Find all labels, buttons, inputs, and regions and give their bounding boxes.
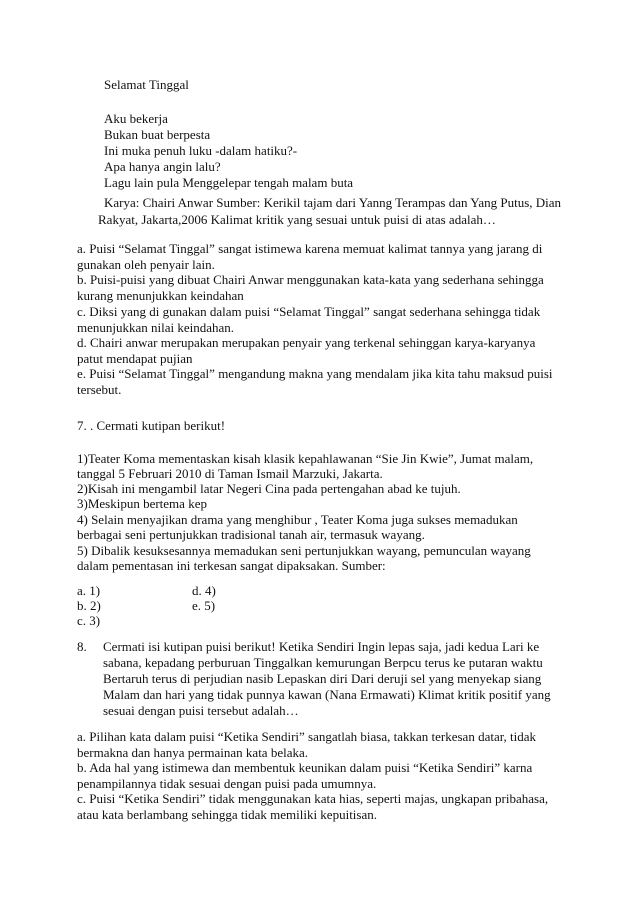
q8-option-b: b. Ada hal yang istimewa dan membentuk keunikan dalam puisi “Ketika Sendiri” karna — [77, 760, 533, 775]
poem-line: Ini muka penuh luku -dalam hatiku?- — [104, 143, 298, 158]
q8-line: Bertaruh terus di perjudian nasib Lepaskan diri Dari deruji sel yang menyekap siang — [103, 671, 542, 686]
poem-title: Selamat Tinggal — [104, 77, 189, 92]
q7-line: 2)Kisah ini mengambil latar Negeri Cina pada pertengahan abad ke tujuh. — [77, 481, 461, 496]
q8-line: Cermati isi kutipan puisi berikut! Ketika Sendiri Ingin lepas saja, jadi kedua Lari ke — [103, 639, 540, 654]
q7-option-b: b. 2) — [77, 598, 101, 613]
q8-line: sesuai dengan puisi tersebut adalah… — [103, 703, 299, 718]
q8-number: 8. — [77, 639, 87, 654]
q7-option-c: c. 3) — [77, 613, 101, 628]
q6-option-a-cont: gunakan oleh penyair lain. — [77, 257, 215, 272]
q7-option-d: d. 4) — [192, 583, 216, 598]
q6-option-d: d. Chairi anwar merupakan merupakan penyair yang terkenal sehinggan karya-karyanya — [77, 335, 536, 350]
poem-line: Apa hanya angin lalu? — [104, 159, 221, 174]
q6-option-b-cont: kurang menunjukkan keindahan — [77, 288, 244, 303]
q7-line: 3)Meskipun bertema kep — [77, 496, 207, 511]
q6-option-a: a. Puisi “Selamat Tinggal” sangat istimewa karena memuat kalimat tannya yang jarang di — [77, 241, 543, 256]
q7-line: dalam pementasan ini terkesan sangat dipaksakan. Sumber: — [77, 558, 386, 573]
q7-line: 1)Teater Koma mementaskan kisah klasik kepahlawanan “Sie Jin Kwie”, Jumat malam, — [77, 451, 534, 466]
q6-option-d-cont: patut mendapat pujian — [77, 351, 193, 366]
poem-line: Bukan buat berpesta — [104, 127, 211, 142]
q6-option-e-cont: tersebut. — [77, 382, 122, 397]
q8-option-c: c. Puisi “Ketika Sendiri” tidak menggunakan kata hias, seperti majas, ungkapan pribahasa, — [77, 791, 549, 806]
poem-line: Lagu lain pula Menggelepar tengah malam buta — [104, 175, 354, 190]
poem-source: Karya: Chairi Anwar Sumber: Kerikil tajam dari Yanng Terampas dan Yang Putus, Dian — [104, 195, 562, 210]
q8-line: Malam dan hari yang tidak punnya kawan (Nana Ermawati) Klimat kritik positif yang — [103, 687, 551, 702]
poem-line: Aku bekerja — [104, 111, 168, 126]
q6-option-c-cont: menunjukkan nilai keindahan. — [77, 320, 235, 335]
poem-source: Rakyat, Jakarta,2006 Kalimat kritik yang sesuai untuk puisi di atas adalah… — [98, 212, 496, 227]
q8-line: sabana, kepadang perburuan Tinggalkan kemurungan Berpcu terus ke putaran waktu — [103, 655, 543, 670]
q6-option-c: c. Diksi yang di gunakan dalam puisi “Selamat Tinggal” sangat sederhana sehingga tidak — [77, 304, 541, 319]
q7-heading: 7. . Cermati kutipan berikut! — [77, 418, 226, 433]
q7-line: berbagai seni pertunjukkan tradisional tanah air, termasuk wayang. — [77, 527, 425, 542]
q8-option-c-cont: atau kata berlambang sehingga tidak memiliki kepuitisan. — [77, 807, 377, 822]
q8-option-a-cont: bermakna dan hanya permainan kata belaka. — [77, 745, 308, 760]
q6-option-e: e. Puisi “Selamat Tinggal” mengandung makna yang mendalam jika kita tahu maksud puisi — [77, 366, 553, 381]
q7-line: tanggal 5 Februari 2010 di Taman Ismail Marzuki, Jakarta. — [77, 466, 383, 481]
q7-option-e: e. 5) — [192, 598, 216, 613]
q7-line: 5) Dibalik kesuksesannya memadukan seni pertunjukkan wayang, pemunculan wayang — [77, 543, 531, 558]
q8-option-a: a. Pilihan kata dalam puisi “Ketika Sendiri” sangatlah biasa, takkan terkesan datar, tidak — [77, 729, 537, 744]
q7-line: 4) Selain menyajikan drama yang menghibur , Teater Koma juga sukses memadukan — [77, 512, 518, 527]
q7-option-a: a. 1) — [77, 583, 101, 598]
q8-option-b-cont: penampilannya tidak sesuai dengan puisi pada umumnya. — [77, 776, 377, 791]
q6-option-b: b. Puisi-puisi yang dibuat Chairi Anwar menggunakan kata-kata yang sederhana sehingga — [77, 272, 544, 287]
